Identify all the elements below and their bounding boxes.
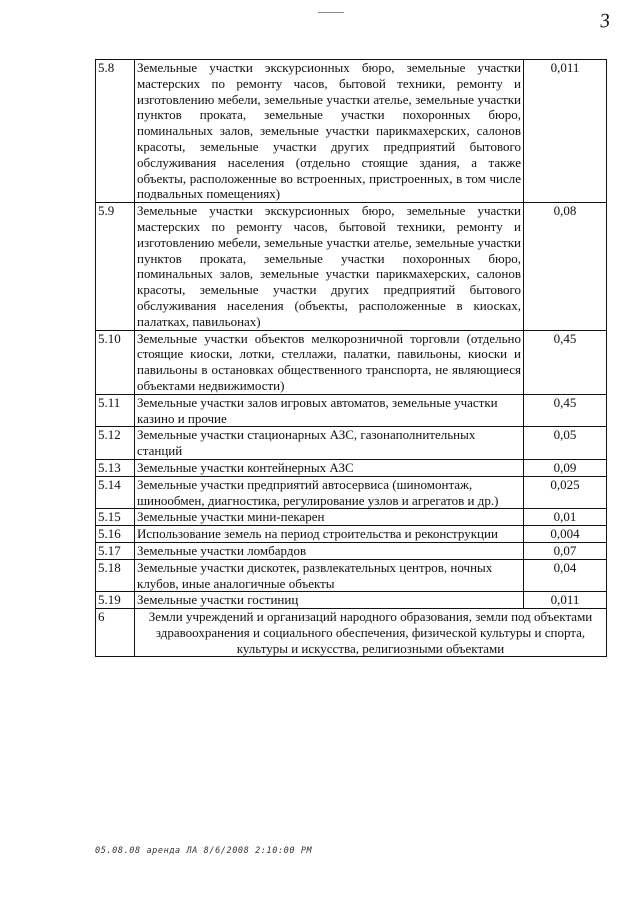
row-value: 0,05 [524, 427, 607, 460]
row-code: 5.18 [96, 559, 135, 592]
row-code: 5.16 [96, 526, 135, 543]
row-description: Земельные участки экскурсионных бюро, земельные участки мастерских по ремонту часов, бытовой техники, ремонту и изготовлению мебели, земельные участки ателье, земельные участки пунктов проката, земельные участки похоронных бюро, поминальных залов, земельные участки парикмахерских, салонов красоты, земельные участки других предприятий бытового обслуживания населения (объекты, расположенные в киосках, палатках, павильонах) [135, 203, 524, 330]
row-code: 5.10 [96, 330, 135, 394]
table-row [96, 60, 607, 203]
row-code: 5.17 [96, 542, 135, 559]
row-description: Земельные участки стационарных АЗС, газонаполнительных станций [135, 427, 524, 460]
row-description: Земельные участки контейнерных АЗС [135, 459, 524, 476]
table-row [96, 476, 607, 509]
section-code: 6 [96, 609, 135, 657]
section-row [96, 609, 607, 657]
table-row [96, 394, 607, 427]
row-value: 0,011 [524, 592, 607, 609]
table-row [96, 559, 607, 592]
table-row [96, 427, 607, 460]
row-description: Земельные участки залов игровых автоматов, земельные участки казино и прочие [135, 394, 524, 427]
table-row [96, 526, 607, 543]
table-row [96, 509, 607, 526]
row-value: 0,08 [524, 203, 607, 330]
row-description: Земельные участки дискотек, развлекательных центров, ночных клубов, иные аналогичные объекты [135, 559, 524, 592]
row-description: Земельные участки предприятий автосервиса (шиномонтаж, шинообмен, диагностика, регулирование узлов и агрегатов и др.) [135, 476, 524, 509]
row-value: 0,45 [524, 330, 607, 394]
row-description: Земельные участки гостиниц [135, 592, 524, 609]
rates-table [95, 59, 607, 657]
row-description: Земельные участки мини-пекарен [135, 509, 524, 526]
row-description: Земельные участки экскурсионных бюро, земельные участки мастерских по ремонту часов, бытовой техники, ремонту и изготовлению мебели, земельные участки ателье, земельные участки пунктов проката, земельные участки похоронных бюро, поминальных залов, земельные участки парикмахерских, салонов красоты, земельные участки других предприятий бытового обслуживания населения (отдельно стоящие здания, а также объекты, расположенные во встроенных, пристроенных, в том числе подвальных помещениях) [135, 60, 524, 203]
page-number: 3 [598, 9, 612, 33]
table-row [96, 459, 607, 476]
table-row [96, 330, 607, 394]
top-scan-mark [318, 12, 344, 13]
row-value: 0,01 [524, 509, 607, 526]
rates-table-body [96, 60, 607, 657]
table-row [96, 542, 607, 559]
row-code: 5.9 [96, 203, 135, 330]
table-row [96, 203, 607, 330]
row-code: 5.14 [96, 476, 135, 509]
footer-stamp: 05.08.08 аренда ЛА 8/6/2008 2:10:00 PM [95, 846, 313, 856]
section-title: Земли учреждений и организаций народного образования, земли под объектами здравоохранения и социального обеспечения, физической культуры и спорта, культуры и искусства, религиозными объектами [135, 609, 607, 657]
row-value: 0,45 [524, 394, 607, 427]
row-code: 5.12 [96, 427, 135, 460]
row-description: Использование земель на период строительства и реконструкции [135, 526, 524, 543]
row-code: 5.11 [96, 394, 135, 427]
table-row [96, 592, 607, 609]
row-code: 5.19 [96, 592, 135, 609]
row-code: 5.15 [96, 509, 135, 526]
row-code: 5.13 [96, 459, 135, 476]
row-value: 0,04 [524, 559, 607, 592]
row-code: 5.8 [96, 60, 135, 203]
row-description: Земельные участки ломбардов [135, 542, 524, 559]
row-value: 0,011 [524, 60, 607, 203]
row-value: 0,07 [524, 542, 607, 559]
row-value: 0,004 [524, 526, 607, 543]
row-value: 0,025 [524, 476, 607, 509]
row-value: 0,09 [524, 459, 607, 476]
row-description: Земельные участки объектов мелкорозничной торговли (отдельно стоящие киоски, лотки, стеллажи, палатки, павильоны, киоски и павильоны в остановках общественного транспорта, не являющиеся объектами недвижимости) [135, 330, 524, 394]
